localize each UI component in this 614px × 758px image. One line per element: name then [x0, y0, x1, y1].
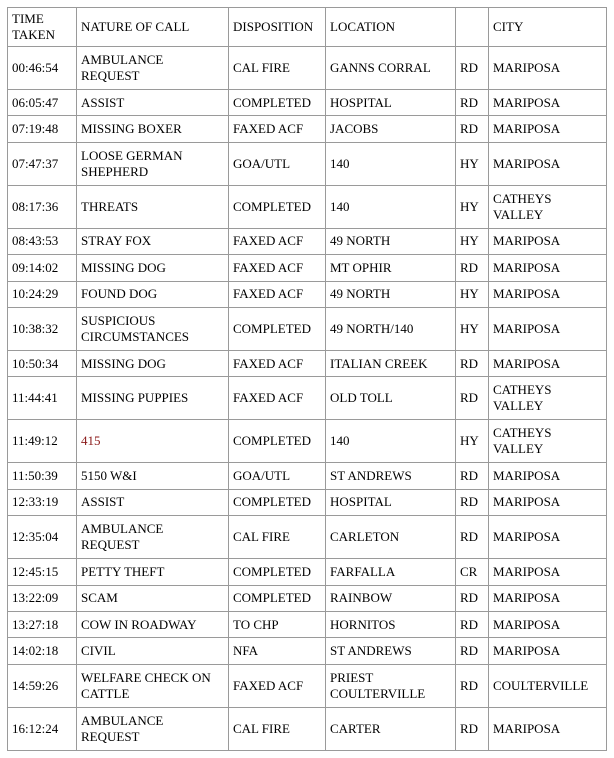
cell-city: MARIPOSA	[489, 350, 607, 376]
cell-disposition: NFA	[229, 638, 326, 664]
table-row	[8, 116, 607, 142]
cell-road-type: RD	[456, 516, 489, 559]
cell-nature-of-call: FOUND DOG	[77, 281, 229, 307]
cell-nature-of-call: ASSIST	[77, 489, 229, 515]
cell-road-type: RD	[456, 350, 489, 376]
cell-disposition: FAXED ACF	[229, 116, 326, 142]
cell-location: CARTER	[326, 707, 456, 750]
cell-disposition: FAXED ACF	[229, 228, 326, 254]
cell-disposition: COMPLETED	[229, 585, 326, 611]
cell-city: CATHEYS VALLEY	[489, 377, 607, 420]
cell-city: COULTERVILLE	[489, 664, 607, 707]
cell-location: HOSPITAL	[326, 90, 456, 116]
cell-location: OLD TOLL	[326, 377, 456, 420]
table-row	[8, 585, 607, 611]
cell-city: CATHEYS VALLEY	[489, 420, 607, 463]
cell-nature-of-call: PETTY THEFT	[77, 559, 229, 585]
cell-disposition: CAL FIRE	[229, 516, 326, 559]
cell-city: MARIPOSA	[489, 707, 607, 750]
cell-road-type: RD	[456, 707, 489, 750]
cell-road-type: RD	[456, 463, 489, 489]
cell-disposition: GOA/UTL	[229, 142, 326, 185]
header-road-type	[456, 8, 489, 47]
cell-city: MARIPOSA	[489, 142, 607, 185]
cell-road-type: RD	[456, 47, 489, 90]
cell-disposition: COMPLETED	[229, 559, 326, 585]
cell-nature-of-call: LOOSE GERMAN SHEPHERD	[77, 142, 229, 185]
cell-disposition: FAXED ACF	[229, 377, 326, 420]
cell-time: 08:17:36	[8, 185, 77, 228]
cell-city: MARIPOSA	[489, 559, 607, 585]
cell-location: FARFALLA	[326, 559, 456, 585]
cell-road-type: RD	[456, 638, 489, 664]
cell-disposition: TO CHP	[229, 611, 326, 637]
cell-time: 07:19:48	[8, 116, 77, 142]
cell-location: 140	[326, 420, 456, 463]
cell-time: 10:38:32	[8, 307, 77, 350]
cell-city: MARIPOSA	[489, 307, 607, 350]
cell-city: MARIPOSA	[489, 255, 607, 281]
cell-location: ST ANDREWS	[326, 638, 456, 664]
cell-time: 11:50:39	[8, 463, 77, 489]
cell-city: MARIPOSA	[489, 463, 607, 489]
cell-location: 49 NORTH/140	[326, 307, 456, 350]
cell-disposition: FAXED ACF	[229, 255, 326, 281]
cell-road-type: HY	[456, 281, 489, 307]
cell-time: 08:43:53	[8, 228, 77, 254]
cell-nature-of-call: MISSING DOG	[77, 350, 229, 376]
header-city: CITY	[489, 8, 607, 47]
cell-disposition: FAXED ACF	[229, 281, 326, 307]
cell-nature-of-call: SUSPICIOUS CIRCUMSTANCES	[77, 307, 229, 350]
cell-time: 12:33:19	[8, 489, 77, 515]
cell-time: 12:35:04	[8, 516, 77, 559]
cell-disposition: GOA/UTL	[229, 463, 326, 489]
table-row	[8, 559, 607, 585]
table-row	[8, 516, 607, 559]
cell-nature-of-call: AMBULANCE REQUEST	[77, 516, 229, 559]
cell-location: HOSPITAL	[326, 489, 456, 515]
cell-location: MT OPHIR	[326, 255, 456, 281]
cell-disposition: COMPLETED	[229, 185, 326, 228]
cell-road-type: HY	[456, 228, 489, 254]
cell-time: 11:44:41	[8, 377, 77, 420]
cell-nature-of-call: AMBULANCE REQUEST	[77, 47, 229, 90]
cell-city: MARIPOSA	[489, 638, 607, 664]
table-row	[8, 611, 607, 637]
cell-location: CARLETON	[326, 516, 456, 559]
cell-disposition: FAXED ACF	[229, 664, 326, 707]
cell-nature-of-call: AMBULANCE REQUEST	[77, 707, 229, 750]
cell-time: 12:45:15	[8, 559, 77, 585]
table-row	[8, 350, 607, 376]
cell-location: RAINBOW	[326, 585, 456, 611]
cell-nature-of-call: MISSING BOXER	[77, 116, 229, 142]
cell-time: 10:50:34	[8, 350, 77, 376]
header-row	[8, 8, 607, 47]
table-row	[8, 142, 607, 185]
cell-nature-of-call: THREATS	[77, 185, 229, 228]
cell-nature-of-call: STRAY FOX	[77, 228, 229, 254]
cell-nature-of-call: SCAM	[77, 585, 229, 611]
cell-disposition: CAL FIRE	[229, 707, 326, 750]
cell-time: 10:24:29	[8, 281, 77, 307]
table-row	[8, 228, 607, 254]
cell-time: 11:49:12	[8, 420, 77, 463]
cell-road-type: HY	[456, 420, 489, 463]
cell-city: MARIPOSA	[489, 228, 607, 254]
table-row	[8, 90, 607, 116]
cell-time: 09:14:02	[8, 255, 77, 281]
cell-nature-of-call: MISSING PUPPIES	[77, 377, 229, 420]
header-location: LOCATION	[326, 8, 456, 47]
cell-location: PRIEST COULTERVILLE	[326, 664, 456, 707]
cell-location: GANNS CORRAL	[326, 47, 456, 90]
table-row	[8, 638, 607, 664]
table-row	[8, 377, 607, 420]
cell-city: MARIPOSA	[489, 281, 607, 307]
cell-location: HORNITOS	[326, 611, 456, 637]
cell-time: 13:22:09	[8, 585, 77, 611]
cell-city: MARIPOSA	[489, 611, 607, 637]
cell-time: 07:47:37	[8, 142, 77, 185]
table-row	[8, 281, 607, 307]
cell-nature-of-call: COW IN ROADWAY	[77, 611, 229, 637]
cell-time: 06:05:47	[8, 90, 77, 116]
cell-disposition: COMPLETED	[229, 307, 326, 350]
header-disposition: DISPOSITION	[229, 8, 326, 47]
cell-nature-of-call: 5150 W&I	[77, 463, 229, 489]
table-row	[8, 185, 607, 228]
cell-road-type: RD	[456, 90, 489, 116]
cell-road-type: RD	[456, 664, 489, 707]
cell-disposition: COMPLETED	[229, 90, 326, 116]
call-log-table	[7, 7, 607, 751]
cell-nature-of-call: CIVIL	[77, 638, 229, 664]
cell-road-type: HY	[456, 307, 489, 350]
cell-nature-of-call: MISSING DOG	[77, 255, 229, 281]
cell-location: 49 NORTH	[326, 228, 456, 254]
cell-city: CATHEYS VALLEY	[489, 185, 607, 228]
table-row	[8, 707, 607, 750]
cell-disposition: CAL FIRE	[229, 47, 326, 90]
cell-road-type: RD	[456, 611, 489, 637]
cell-road-type: RD	[456, 489, 489, 515]
cell-time: 14:02:18	[8, 638, 77, 664]
cell-time: 14:59:26	[8, 664, 77, 707]
cell-city: MARIPOSA	[489, 585, 607, 611]
cell-city: MARIPOSA	[489, 489, 607, 515]
table-row	[8, 463, 607, 489]
cell-road-type: RD	[456, 116, 489, 142]
cell-location: 49 NORTH	[326, 281, 456, 307]
table-row	[8, 307, 607, 350]
cell-time: 13:27:18	[8, 611, 77, 637]
cell-location: 140	[326, 185, 456, 228]
cell-road-type: HY	[456, 142, 489, 185]
table-row	[8, 489, 607, 515]
cell-time: 16:12:24	[8, 707, 77, 750]
cell-road-type: RD	[456, 377, 489, 420]
cell-nature-of-call: 415	[77, 420, 229, 463]
table-row	[8, 420, 607, 463]
header-time-taken: TIME TAKEN	[8, 8, 77, 47]
cell-location: ITALIAN CREEK	[326, 350, 456, 376]
cell-nature-of-call: WELFARE CHECK ON CATTLE	[77, 664, 229, 707]
cell-city: MARIPOSA	[489, 47, 607, 90]
cell-disposition: FAXED ACF	[229, 350, 326, 376]
cell-road-type: RD	[456, 585, 489, 611]
cell-road-type: HY	[456, 185, 489, 228]
cell-location: JACOBS	[326, 116, 456, 142]
table-row	[8, 664, 607, 707]
cell-road-type: CR	[456, 559, 489, 585]
table-row	[8, 47, 607, 90]
table-row	[8, 255, 607, 281]
cell-disposition: COMPLETED	[229, 489, 326, 515]
cell-location: 140	[326, 142, 456, 185]
cell-city: MARIPOSA	[489, 116, 607, 142]
cell-location: ST ANDREWS	[326, 463, 456, 489]
cell-time: 00:46:54	[8, 47, 77, 90]
cell-city: MARIPOSA	[489, 90, 607, 116]
cell-disposition: COMPLETED	[229, 420, 326, 463]
cell-nature-of-call: ASSIST	[77, 90, 229, 116]
header-nature-of-call: NATURE OF CALL	[77, 8, 229, 47]
cell-road-type: RD	[456, 255, 489, 281]
cell-city: MARIPOSA	[489, 516, 607, 559]
